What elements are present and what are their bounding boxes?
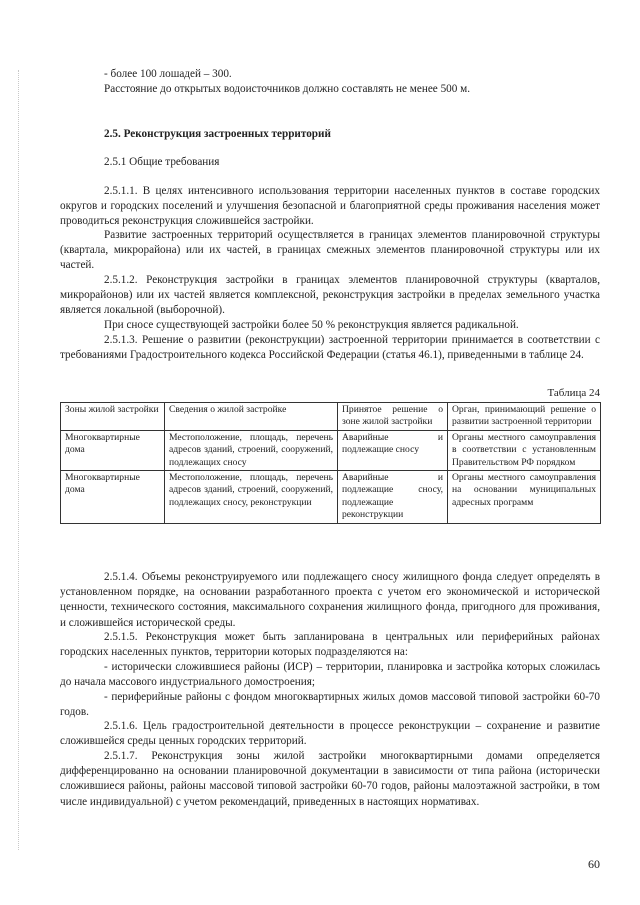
table-header-cell: Орган, принимающий решение о развитии застроенной территории (448, 403, 601, 431)
section-subheading: 2.5.1 Общие требования (104, 156, 220, 168)
table-cell: Местоположение, площадь, перечень адресов зданий, строений, сооружений, подлежащих сносу, реконструкции (165, 471, 338, 524)
paragraph-2-5-1-6: 2.5.1.6. Цель градостроительной деятельности в процессе реконструкции – сохранение и развитие сложившейся среды ценных городских территорий. (60, 720, 600, 748)
table-caption: Таблица 24 (547, 387, 600, 399)
table-cell: Аварийные и подлежащие сносу (338, 430, 448, 470)
paragraph-2-5-1-7: 2.5.1.7. Реконструкция зоны жилой застройки многоквартирными домами определяется дифференцированно на основании планировочной документации в зависимости от типа района (исторически сложившиеся районы, районы массовой типовой застройки 60-70 годов, районы малоэтажной застройки, в том числе индивидуальной) с учетом рекомендаций, приведенных в настоящих нормативах. (60, 750, 600, 808)
page-number: 60 (588, 857, 600, 871)
paragraph-2-5-1-3: 2.5.1.3. Решение о развитии (реконструкции) застроенной территории принимается в соответствии с требованиями Градостроительного кодекса Российской Федерации (статья 46.1), приведенными в таблице 24. (60, 334, 600, 362)
paragraph-development: Развитие застроенных территорий осуществляется в границах элементов планировочной структуры (квартала, микрорайона) или их частей, в границах смежных элементов планировочной структуры или их частей. (60, 229, 600, 272)
list-item-peripheral-districts: - периферийные районы с фондом многоквартирных жилых домов массовой типовой застройки 60-70 годов. (60, 691, 600, 719)
intro-line-2: Расстояние до открытых водоисточников должно составлять не менее 500 м. (104, 83, 471, 95)
paragraph-2-5-1-4: 2.5.1.4. Объемы реконструируемого или подлежащего сносу жилищного фонда следует определять в установленном порядке, на основании разработанного проекта с учетом его экономической и исторической ценности, технического состояния, максимального сохранения жилищного фонда, пригодного для проживания, и сложившейся исторической среды. (60, 571, 600, 629)
table-header-cell: Принятое решение о зоне жилой застройки (338, 403, 448, 431)
table-cell: Органы местного самоуправления на основании муниципальных адресных программ (448, 471, 601, 524)
table-cell: Многоквартирные дома (61, 471, 165, 524)
table-row (61, 471, 601, 524)
paragraph-2-5-1-2: 2.5.1.2. Реконструкция застройки в границах элементов планировочной структуры (кварталов, микрорайонов) или их частей является комплексной, реконструкция застройки в пределах земельного участка является локальной (выборочной). (60, 274, 600, 317)
table-cell: Аварийные и подлежащие сносу, подлежащие реконструкции (338, 471, 448, 524)
table-row (61, 430, 601, 470)
list-item-historic-districts: - исторически сложившиеся районы (ИСР) – территории, планировка и застройка которых сложилась до начала массового индустриального домостроения; (60, 661, 600, 689)
paragraph-demolition: При сносе существующей застройки более 50 % реконструкция является радикальной. (104, 319, 519, 331)
table-cell: Местоположение, площадь, перечень адресов зданий, строений, сооружений, подлежащих сносу (165, 430, 338, 470)
paragraph-2-5-1-5: 2.5.1.5. Реконструкция может быть запланирована в центральных или периферийных районах городских населенных пунктов, территории которых подразделяются на: (60, 631, 600, 659)
table-header-cell: Сведения о жилой застройке (165, 403, 338, 431)
paragraph-2-5-1-1: 2.5.1.1. В целях интенсивного использования территории населенных пунктов в составе городских округов и городских поселений и улучшения безопасной и благоприятной среды проживания населения может проводиться реконструкция сложившейся застройки. (60, 185, 600, 228)
table-cell: Органы местного самоуправления в соответствии с установленным Правительством РФ порядком (448, 430, 601, 470)
section-heading: 2.5. Реконструкция застроенных территорий (104, 128, 331, 140)
table-header-cell: Зоны жилой застройки (61, 403, 165, 431)
scan-edge (18, 70, 20, 850)
table-cell: Многоквартирные дома (61, 430, 165, 470)
table-header-row (61, 403, 601, 431)
intro-line-1: - более 100 лошадей – 300. (104, 68, 232, 80)
table-24 (60, 402, 601, 524)
